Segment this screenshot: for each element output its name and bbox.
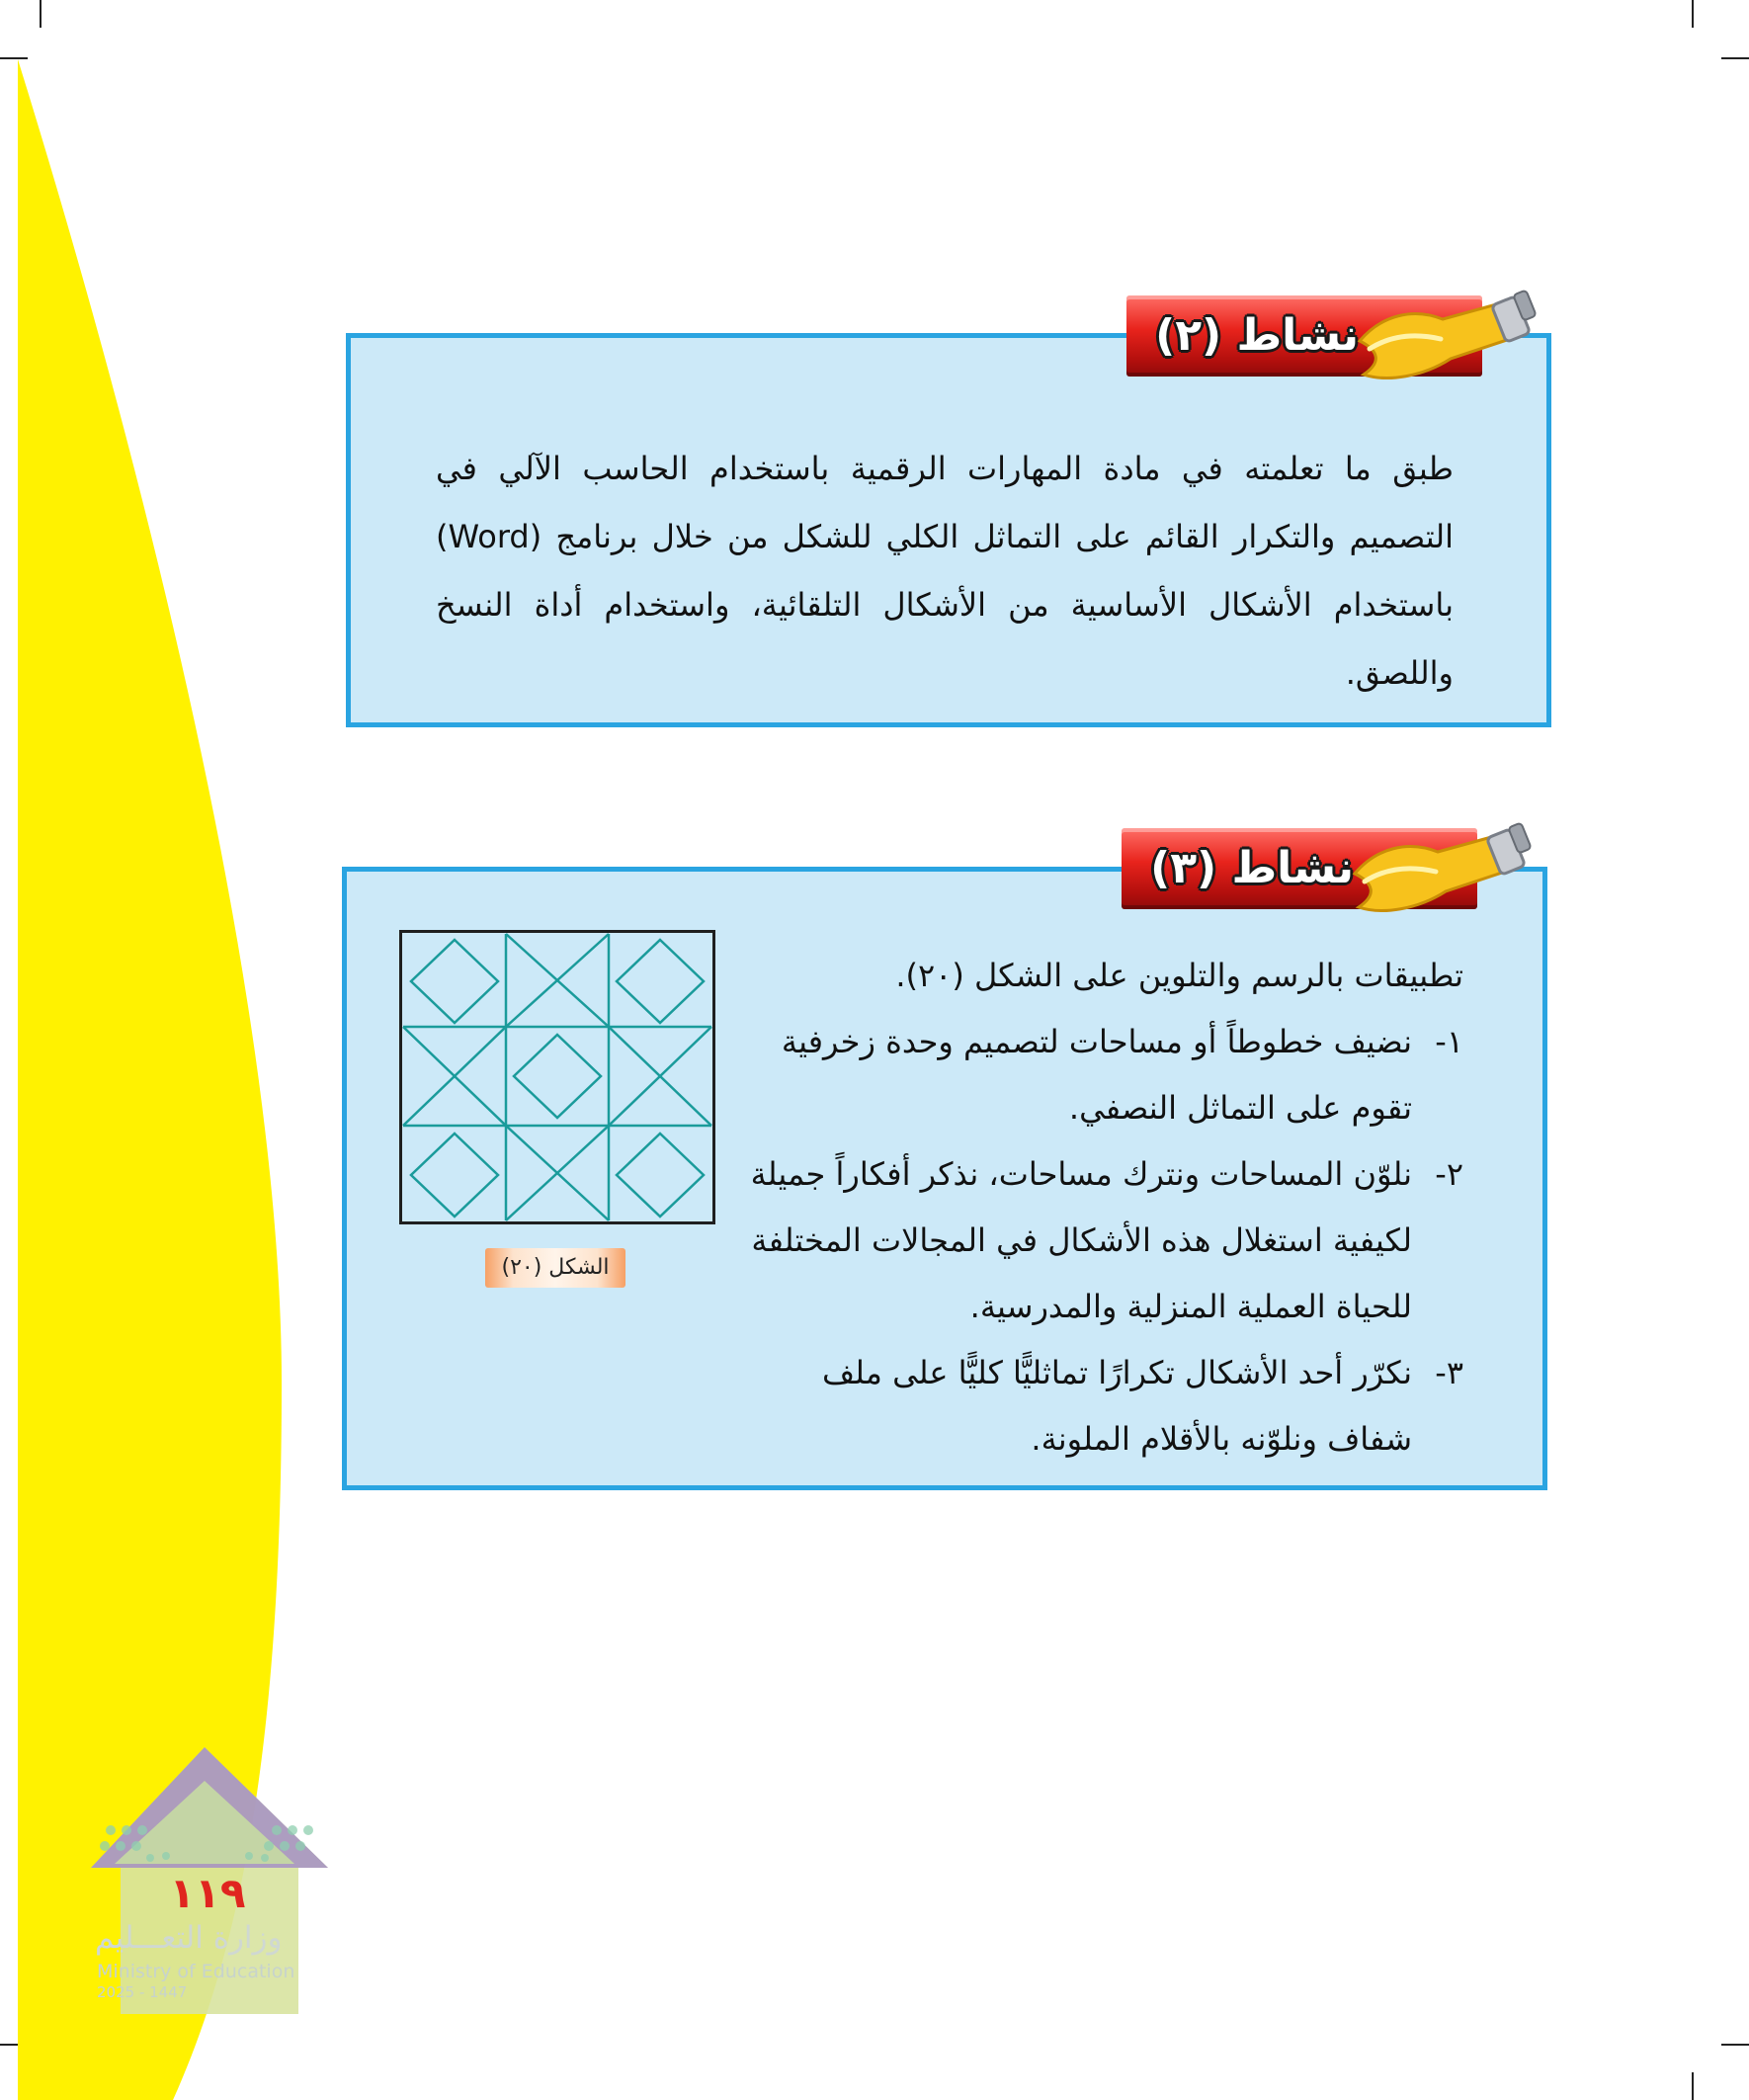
- page-number: ١١٩: [169, 1869, 246, 1917]
- activity-3-box: [342, 867, 1547, 1490]
- crop-mark: [1692, 2072, 1694, 2100]
- activity-3-title: نشاط (٣): [1150, 843, 1354, 893]
- activity-2-text: طبق ما تعلمته في مادة المهارات الرقمية باستخدام الحاسب الآلي في التصميم والتكرار القائم على التماثل الكلي للشكل من خلال برنامج (Word) باستخدام الأشكال الأساسية من الأشكال التلقائية، واستخدام أداة النسخ واللصق.: [436, 450, 1454, 692]
- ministry-english-name: Ministry of Education: [97, 1961, 295, 1982]
- figure-caption: الشكل (٢٠): [485, 1248, 625, 1288]
- list-item-text: نضيف خطوطاً أو مساحات لتصميم وحدة زخرفية تقوم على التماثل النصفي.: [781, 1023, 1412, 1127]
- activity-3-content: [727, 943, 1463, 1472]
- activity-2-box: [346, 333, 1551, 727]
- list-item-number: ١-: [1435, 1023, 1463, 1060]
- list-item: [727, 1340, 1463, 1472]
- list-item: [727, 1009, 1463, 1141]
- ministry-year: 2025 - 1447: [97, 1983, 188, 2001]
- activity-3-banner: [1122, 828, 1477, 909]
- activity-2-title: نشاط (٢): [1155, 310, 1359, 361]
- glue-tube-icon: [1347, 812, 1544, 923]
- list-item-number: ٢-: [1435, 1155, 1463, 1193]
- figure-20-pattern: [399, 930, 715, 1224]
- list-item: [727, 1141, 1463, 1340]
- crop-mark: [1721, 57, 1749, 59]
- glue-tube-icon: [1352, 280, 1549, 390]
- activity-2-banner: [1126, 295, 1482, 377]
- activity-3-intro: تطبيقات بالرسم والتلوين على الشكل (٢٠).: [895, 957, 1463, 994]
- list-item-number: ٣-: [1435, 1354, 1463, 1391]
- list-item-text: نكرّر أحد الأشكال تكرارًا تماثليًّا كليًّا على ملف شفاف ونلوّنه بالأقلام الملونة.: [822, 1354, 1412, 1458]
- crop-mark: [1692, 0, 1694, 28]
- list-item-text: نلوّن المساحات ونترك مساحات، نذكر أفكاراً جميلة لكيفية استغلال هذه الأشكال في المجالات المختلفة للحياة العملية المنزلية والمدرسية.: [750, 1155, 1412, 1325]
- crop-mark: [1721, 2044, 1749, 2046]
- ministry-arabic-name: وزارة التعـــليم: [95, 1920, 283, 1956]
